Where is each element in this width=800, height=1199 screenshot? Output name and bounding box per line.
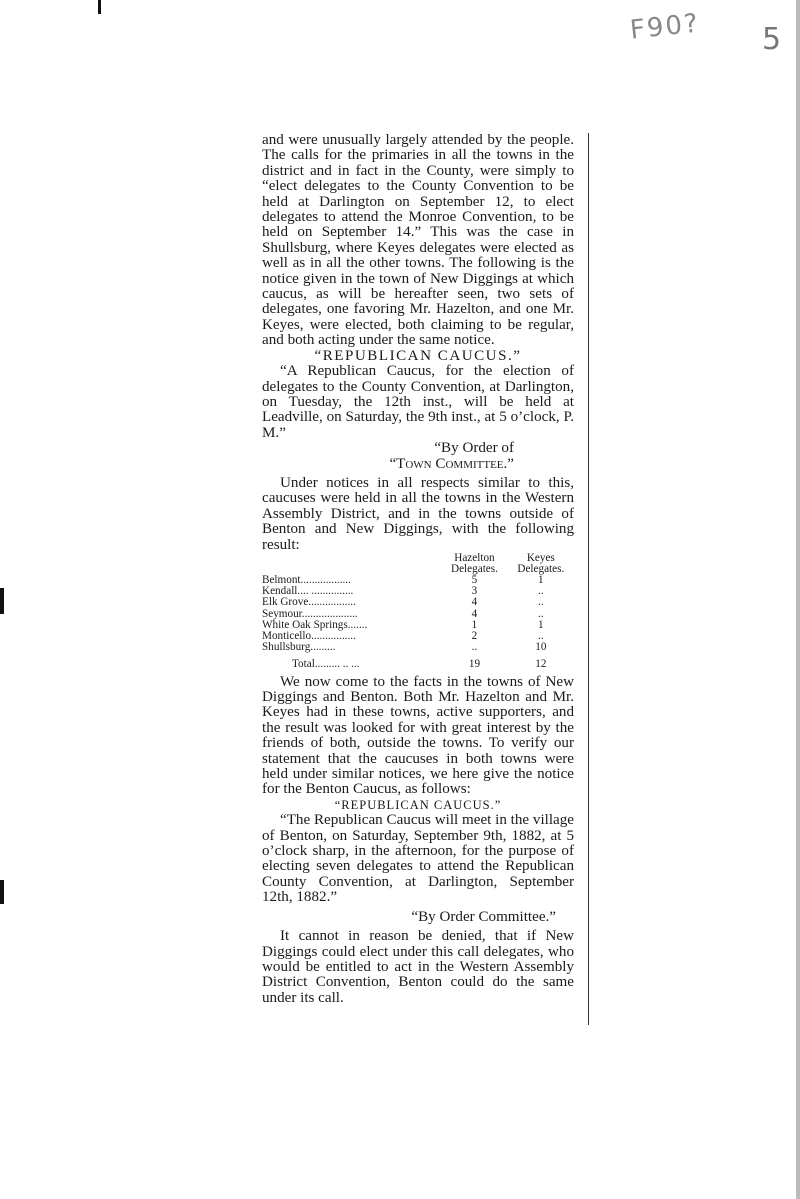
- paragraph-1: and were unusually largely attended by the people. The calls for the primaries in all the towns in the district and in fact in the County, were simply to “elect delegates to the County Convention to be held at Darlington on September 12, to elect delegates to attend the Monroe Convention, to be held on September 14.” This was the case in Shullsburg, where Keyes delegates were elected as well as in all the other towns. The following is the notice given in the town of New Diggings at which caucus, as will be hereafter seen, two sets of delegates, one favoring Mr. Hazelton, and one Mr. Keyes, were elected, both claiming to be regular, and both acting under the same notice.: [262, 132, 574, 349]
- scan-edge-mark: [796, 0, 800, 1199]
- notice-1-body: “A Republican Caucus, for the election of delegates to the County Convention, at Darlington, on Tuesday, the 12th inst., will be held at Leadville, on Saturday, the 9th inst., at 5 o’clock, P. M.”: [262, 363, 574, 441]
- table-row: Seymour.................... 4 ..: [262, 607, 544, 620]
- page-number: 5: [762, 22, 782, 57]
- hazelton-column-header: Hazelton Delegates.: [451, 551, 498, 575]
- paragraph-3: We now come to the facts in the towns of New Diggings and Benton. Both Mr. Hazelton and Mr. Keyes had in these towns, active supporters, and the result was looked for with great interest by the friends of both, outside the towns. To verify our statement that the caucuses in both towns were held under similar notices, we here give the notice for the Benton Caucus, as follows:: [262, 673, 574, 798]
- table-row: Shullsburg......... .. 10: [262, 641, 547, 654]
- notice-2-signature: “By Order Committee.”: [411, 908, 556, 925]
- column-rule: [588, 133, 589, 1025]
- table-row: Elk Grove................. 4 ..: [262, 596, 544, 609]
- keyes-column-header: Keyes Delegates.: [517, 551, 565, 575]
- table-row: Monticello................ 2 ..: [262, 629, 544, 642]
- table-row: Kendall.... ............... 3 ..: [262, 585, 544, 598]
- notice-1-heading: “REPUBLICAN CAUCUS.”: [314, 347, 522, 364]
- handwritten-note: F90?: [628, 8, 702, 46]
- notice-2-heading: “REPUBLICAN CAUCUS.”: [334, 797, 502, 812]
- article-column: [262, 133, 574, 1006]
- paragraph-4: It cannot in reason be denied, that if New Diggings could elect under this call delegates, who would be entitled to act in the Western Assembly District Convention, Benton could do the same under its call.: [262, 928, 574, 1006]
- table-row: Belmont.................. 5 1: [262, 573, 544, 586]
- scan-edge-mark: [98, 0, 101, 14]
- table-total-row: Total......... .. ... 19 12: [292, 658, 547, 671]
- notice-1-signature-line-1: “By Order of: [434, 440, 514, 457]
- notice-2-body: “The Republican Caucus will meet in the village of Benton, on Saturday, September 9th, 1882, at 5 o’clock sharp, in the afternoon, for the purpose of electing seven delegates to attend the Republican County Convention, at Darlington, September 12th, 1882.”: [262, 812, 574, 906]
- caucus-results-table: [262, 553, 574, 671]
- scan-edge-mark: [0, 880, 4, 904]
- table-row: White Oak Springs....... 1 1: [262, 618, 544, 631]
- scan-edge-mark: [0, 588, 4, 614]
- notice-1-signature-line-2: “Town Committee.”: [389, 455, 514, 472]
- paragraph-2: Under notices in all respects similar to this, caucuses were held in all the towns in the Western Assembly District, and in the towns outside of Benton and New Diggings, with the following result:: [262, 474, 574, 553]
